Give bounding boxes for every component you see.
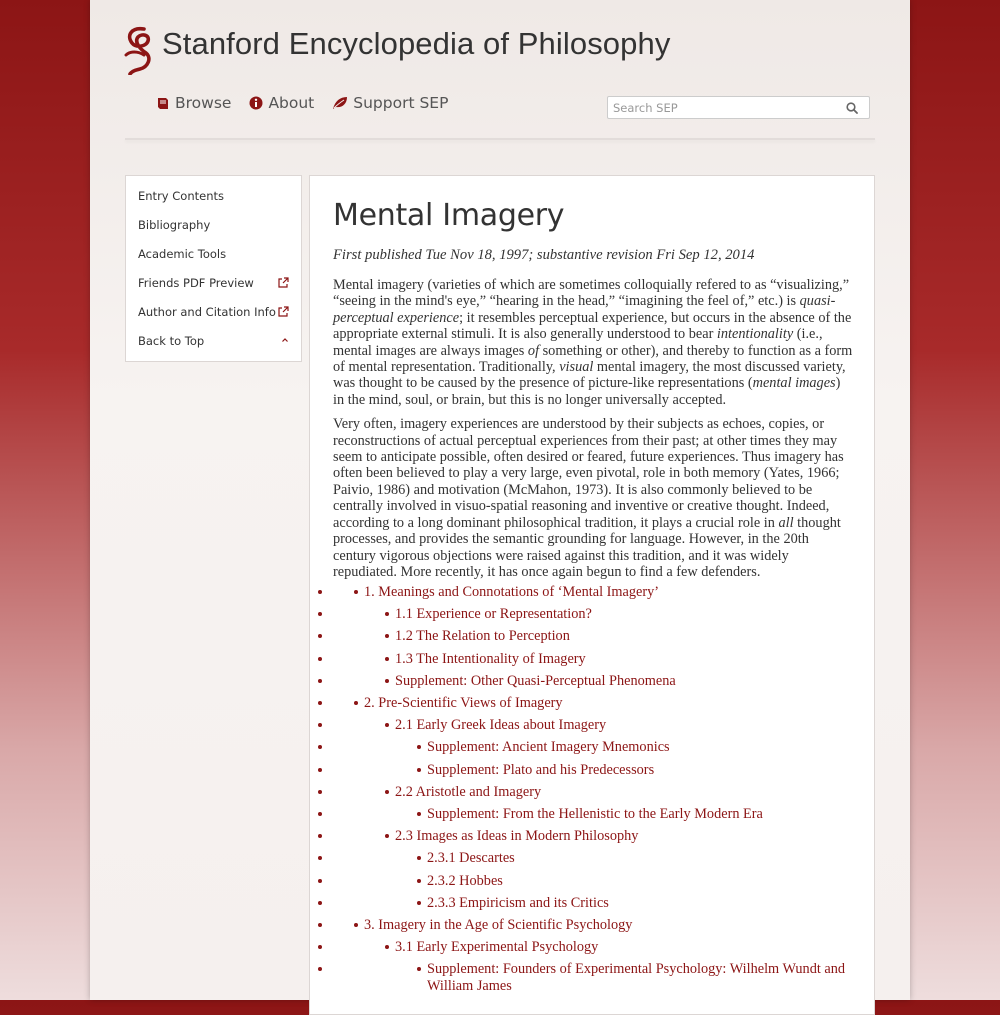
search-input[interactable]: [608, 97, 838, 118]
sep-logo-icon[interactable]: [122, 25, 156, 75]
site-title[interactable]: Stanford Encyclopedia of Philosophy: [162, 26, 671, 61]
sidebar-item-author-citation[interactable]: [126, 298, 301, 327]
toc-link[interactable]: • 2.2 Aristotle and Imagery: [333, 784, 863, 800]
nav-about[interactable]: [249, 94, 314, 112]
publication-info: First published Tue Nov 18, 1997; substantive revision Fri Sep 12, 2014: [333, 247, 755, 263]
leaf-icon: [332, 96, 348, 110]
toc-link[interactable]: • 1.1 Experience or Representation?: [333, 606, 863, 622]
main-nav: [156, 94, 448, 112]
search-icon[interactable]: [846, 102, 858, 114]
nav-support-label: Support SEP: [353, 94, 449, 112]
preamble-paragraph-2: Very often, imagery experiences are understood by their subjects as echoes, copies, or reconstructions of actual perceptual experiences from their past; at other times they may seem to anticipate possible, often desired or feared, future experiences. Thus imagery has often been believed to play a very large, even pivotal, role in both memory (Yates, 1966; Paivio, 1986) and motivation (McMahon, 1973). It is also commonly believed to be centrally involved in visuo-spatial reasoning and inventive or creative thought. Indeed, according to a long dominant philosophical tradition, it plays a crucial role in all thought processes, and provides the semantic grounding for language. However, in the 20th century vigorous objections were raised against this tradition, and it was widely repudiated. More recently, it has once again begun to find a few defenders.: [333, 416, 844, 580]
sidebar-item-academic-tools[interactable]: [126, 240, 301, 269]
toc-link[interactable]: • 3. Imagery in the Age of Scientific Psychology: [333, 917, 863, 933]
preamble-paragraph-1: Mental imagery (varieties of which are sometimes colloquially refered to as “visualizing,” “seeing in the mind's eye,” “hearing in the head,” “imagining the feel of,” etc.) is quasi-perceptual experience; it resembles perceptual experience, but occurs in the absence of the appropriate external stimuli. It is also generally understood to bear intentionality (i.e., mental images are always images of something or other), and thereby to function as a form of mental representation. Traditionally, visual mental imagery, the most discussed variety, was thought to be caused by the presence of picture-like representations (mental images) in the mind, soul, or brain, but this is no longer universally accepted.: [333, 277, 853, 408]
external-link-icon: [278, 277, 289, 288]
toc-link[interactable]: • Supplement: Founders of Experimental Psychology: Wilhelm Wundt and William James: [333, 961, 863, 993]
toc-link[interactable]: • Supplement: Ancient Imagery Mnemonics: [333, 739, 863, 755]
entry-main: [309, 175, 875, 1015]
header-divider: [125, 138, 875, 140]
info-icon: [249, 96, 263, 110]
sidebar-item-label: Bibliography: [138, 218, 211, 232]
toc-link[interactable]: • Supplement: Other Quasi-Perceptual Phenomena: [333, 673, 863, 689]
toc-link[interactable]: • 2. Pre-Scientific Views of Imagery: [333, 695, 863, 711]
sidebar-item-label: Author and Citation Info: [138, 305, 276, 319]
preamble: [333, 277, 855, 588]
chevron-up-icon: [281, 335, 289, 346]
nav-browse-label: Browse: [175, 94, 232, 112]
toc-link[interactable]: • 2.3 Images as Ideas in Modern Philosophy: [333, 828, 863, 844]
sidebar-item-friends-pdf[interactable]: [126, 269, 301, 298]
toc-link[interactable]: • 1. Meanings and Connotations of ‘Mental Imagery’: [333, 584, 863, 600]
toc-link[interactable]: • 2.1 Early Greek Ideas about Imagery: [333, 717, 863, 733]
entry-title: Mental Imagery: [333, 198, 565, 233]
entry-sidebar: [125, 175, 302, 362]
toc-link[interactable]: • 2.3.3 Empiricism and its Critics: [333, 895, 863, 911]
nav-browse[interactable]: [156, 94, 231, 112]
page-container: [90, 0, 910, 1000]
table-of-contents: [333, 584, 863, 1000]
search-box: [607, 96, 870, 119]
sidebar-item-back-to-top[interactable]: [126, 327, 301, 356]
sidebar-item-bibliography[interactable]: [126, 211, 301, 240]
toc-link[interactable]: • 2.3.1 Descartes: [333, 850, 863, 866]
nav-support[interactable]: [332, 94, 448, 112]
nav-about-label: About: [268, 94, 315, 112]
book-icon: [156, 96, 170, 110]
sidebar-item-label: Friends PDF Preview: [138, 276, 254, 290]
toc-link[interactable]: • Supplement: From the Hellenistic to the Early Modern Era: [333, 806, 863, 822]
toc-link[interactable]: • 1.2 The Relation to Perception: [333, 628, 863, 644]
sidebar-item-label: Entry Contents: [138, 189, 224, 203]
toc-link[interactable]: • 2.3.2 Hobbes: [333, 873, 863, 889]
external-link-icon: [278, 306, 289, 317]
toc-link[interactable]: • Supplement: Plato and his Predecessors: [333, 762, 863, 778]
toc-link[interactable]: • 3.1 Early Experimental Psychology: [333, 939, 863, 955]
sidebar-item-label: Academic Tools: [138, 247, 227, 261]
sidebar-item-entry-contents[interactable]: [126, 182, 301, 211]
toc-link[interactable]: • 1.3 The Intentionality of Imagery: [333, 651, 863, 667]
sidebar-item-label: Back to Top: [138, 334, 205, 348]
